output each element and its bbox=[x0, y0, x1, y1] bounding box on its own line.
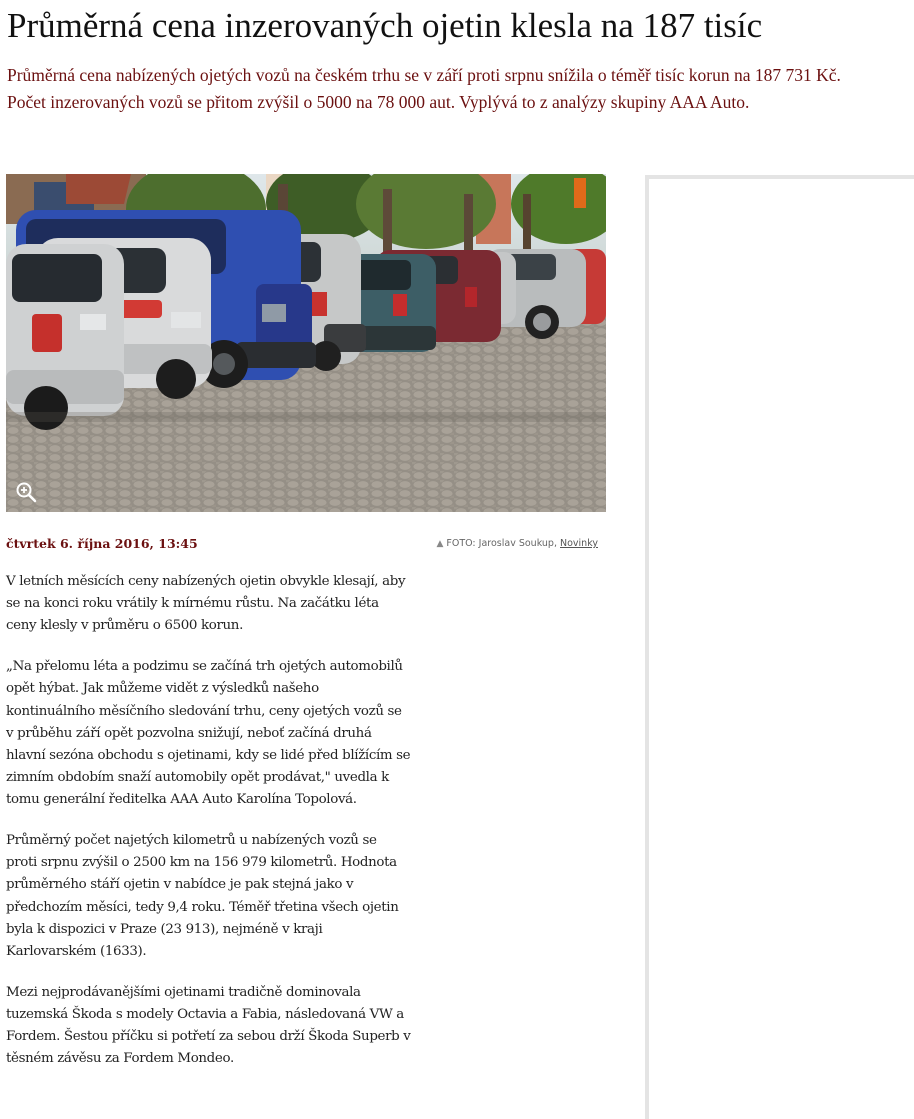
article-perex: Průměrná cena nabízených ojetých vozů na českém trhu se v září proti srpnu snížila o téměř tisíc korun na 187 731 Kč. Počet inzerovaných vozů se přitom zvýšil o 5000 na 78 000 aut. Vyplývá to z analýzy skupiny AAA Auto. bbox=[7, 65, 841, 112]
parked-cars-photo bbox=[6, 174, 606, 512]
magnifier-plus-icon[interactable] bbox=[15, 481, 37, 503]
photo-credit-author: FOTO: Jaroslav Soukup, bbox=[446, 538, 560, 549]
photo-credit bbox=[436, 538, 598, 549]
photo-credit-link[interactable]: Novinky bbox=[560, 538, 598, 549]
article-paragraph: V letních měsících ceny nabízených ojetin obvykle klesají, aby se na konci roku vrátily k mírnému růstu. Na začátku léta ceny klesly v průměru o 6500 korun. bbox=[6, 574, 406, 634]
article-paragraph: Mezi nejprodávanějšími ojetinami tradičně dominovala tuzemská Škoda s modely Octavia a Fabia, následovaná VW a Fordem. Šestou příčku si potřetí za sebou drží Škoda Superb v těsném závěsu za Fordem Mondeo. bbox=[6, 984, 411, 1067]
triangle-up-icon: ▲ bbox=[436, 539, 444, 549]
article-paragraph: „Na přelomu léta a podzimu se začíná trh ojetých automobilů opět hýbat. Jak můžeme vidět z výsledků našeho kontinuálního měsíčního sledování trhu, ceny ojetých vozů se v průběhu září opět pozvolna snižují, neboť začíná druhá hlavní sezóna obchodu s ojetinami, kdy se lidé před blížícím se zimním obdobím snaží automobily opět prodávat," uvedla k tomu generální ředitelka AAA Auto Karolína Topolová. bbox=[6, 659, 411, 808]
sidebar-panel bbox=[645, 175, 914, 1119]
article-body bbox=[6, 571, 411, 1089]
article-dateline: čtvrtek 6. října 2016, 13:45 bbox=[6, 536, 198, 551]
article-headline: Průměrná cena inzerovaných ojetin klesla na 187 tisíc bbox=[7, 6, 763, 45]
article-paragraph: Průměrný počet najetých kilometrů u nabízených vozů se proti srpnu zvýšil o 2500 km na 156 979 kilometrů. Hodnota průměrného stáří ojetin v nabídce je pak stejná jako v předchozím měsíci, tedy 9,4 roku. Téměř třetina všech ojetin byla k dispozici v Praze (23 913), nejméně v kraji Karlovarském (1633). bbox=[6, 833, 399, 960]
article-photo[interactable] bbox=[6, 174, 606, 512]
